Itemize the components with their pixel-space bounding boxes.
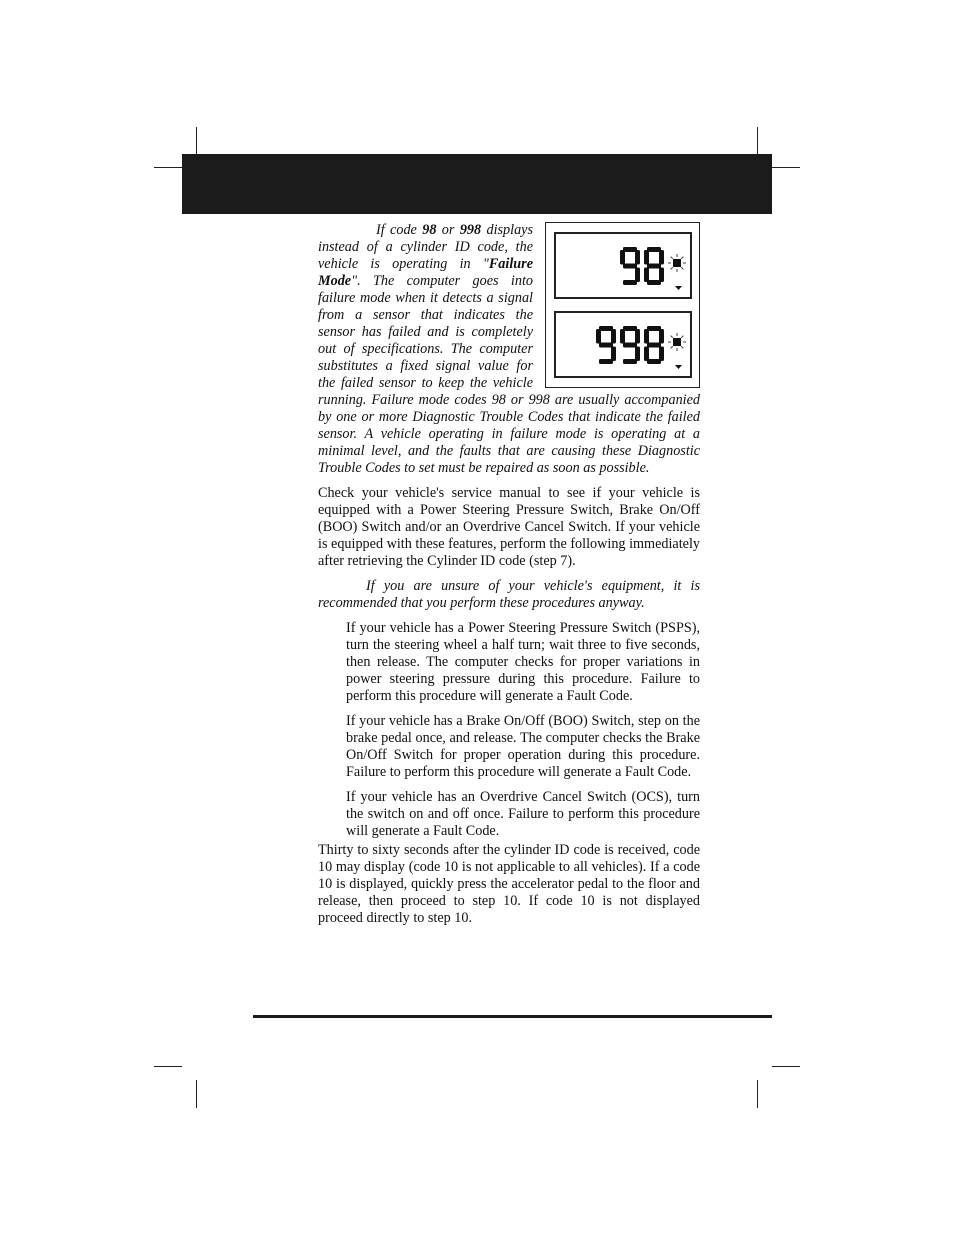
lcd-segment-a: [647, 247, 661, 252]
indicator-ray: [671, 257, 673, 259]
indicator-ray: [671, 346, 673, 348]
down-arrow-icon: [675, 286, 682, 290]
crop-mark-top-left-vertical: [196, 127, 197, 155]
lcd-segment-g: [623, 264, 637, 269]
step-ocs: If your vehicle has an Overdrive Cancel Switch (OCS), turn the switch on and off once. Failure to perform this procedure will generate a Fault Code.: [346, 789, 700, 839]
lcd-segment-c: [611, 347, 616, 362]
lcd-segment-d: [647, 280, 661, 285]
lcd-segment-e: [644, 347, 649, 362]
indicator-ray: [671, 336, 673, 338]
lcd-display-98: [554, 232, 692, 299]
lcd-segment-f: [596, 329, 601, 344]
crop-mark-bottom-left-vertical: [196, 1080, 197, 1108]
intro-text-2: or: [436, 222, 460, 238]
lcd-segment-g: [599, 343, 613, 348]
lcd-segment-g: [623, 343, 637, 348]
lcd-segment-b: [611, 329, 616, 344]
crop-mark-top-right-horizontal: [772, 167, 800, 168]
display-illustration: [545, 222, 700, 388]
lcd-segment-d: [599, 359, 613, 364]
lcd-segment-a: [623, 247, 637, 252]
failure-mode-intro: [318, 222, 700, 477]
crop-mark-bottom-right-horizontal: [772, 1066, 800, 1067]
lcd-segment-f: [620, 329, 625, 344]
lcd-segment-g: [647, 264, 661, 269]
page-content: [318, 222, 700, 935]
lcd-segment-a: [623, 326, 637, 331]
indicator-ray: [671, 267, 673, 269]
lcd-segment-b: [635, 329, 640, 344]
lcd-segment-d: [623, 280, 637, 285]
lcd-segment-c: [659, 268, 664, 283]
code-998: 998: [459, 222, 482, 238]
lcd-segment-f: [620, 250, 625, 265]
crop-mark-bottom-left-horizontal: [154, 1066, 182, 1067]
lcd-segment-f: [644, 250, 649, 265]
lcd-segment-d: [623, 359, 637, 364]
indicator-ray: [681, 346, 683, 348]
intro-text-1: If code: [376, 222, 423, 238]
crop-mark-top-right-vertical: [757, 127, 758, 155]
lcd-segment-a: [647, 326, 661, 331]
code-10-paragraph: Thirty to sixty seconds after the cylinder ID code is received, code 10 may display (code 10 is not applicable to all vehicles). If a code 10 is displayed, quickly press the accelerator pedal to the floor and release, then proceed to step 10. If code 10 is not displayed proceed directly to step 10.: [318, 842, 700, 926]
indicator-ray: [681, 267, 683, 269]
lcd-segment-g: [647, 343, 661, 348]
lcd-segment-c: [659, 347, 664, 362]
crop-mark-bottom-right-vertical: [757, 1080, 758, 1108]
footer-rule: [253, 1015, 772, 1018]
lcd-segment-c: [635, 347, 640, 362]
lcd-segment-a: [599, 326, 613, 331]
code-98: 98: [422, 222, 437, 238]
lcd-segment-c: [635, 268, 640, 283]
indicator-square: [673, 259, 681, 267]
indicator-ray: [681, 336, 683, 338]
lcd-display-998: [554, 311, 692, 378]
lcd-segment-d: [647, 359, 661, 364]
equipment-note: If you are unsure of your vehicle's equipment, it is recommended that you perform these procedures anyway.: [318, 578, 700, 611]
indicator-square: [673, 338, 681, 346]
lcd-segment-e: [644, 268, 649, 283]
check-manual-paragraph: Check your vehicle's service manual to see if your vehicle is equipped with a Power Steering Pressure Switch, Brake On/Off (BOO) Switch and/or an Overdrive Cancel Switch. If your vehicle is equipped with these features, perform the following immediately after retrieving the Cylinder ID code (step 7).: [318, 485, 700, 569]
header-bar: [182, 154, 772, 214]
down-arrow-icon: [675, 365, 682, 369]
step-boo: If your vehicle has a Brake On/Off (BOO) Switch, step on the brake pedal once, and release. The computer checks the Brake On/Off Switch for proper operation during this procedure. Failure to perform this procedure will generate a Fault Code.: [346, 713, 700, 780]
crop-mark-top-left-horizontal: [154, 167, 182, 168]
intro-text-4: ". The computer goes into failure mode when it detects a signal from a sensor that indicates the sensor has failed and is completely out of specifications. The computer substitutes a fixed signal value for the failed sensor to keep the vehicle running. Failure mode codes 98 or 998 are usually accompanied by one or more Diagnostic Trouble Codes that indicate the failed sensor. A vehicle operating in failure mode is operating at a minimal level, and the faults that are causing these Diagnostic Trouble Codes to set must be repaired as soon as possible.: [318, 273, 700, 476]
lcd-segment-b: [635, 250, 640, 265]
step-psps: If your vehicle has a Power Steering Pressure Switch (PSPS), turn the steering wheel a half turn; wait three to five seconds, then release. The computer checks for proper variations in power steering pressure during this procedure. Failure to perform this procedure will generate a Fault Code.: [346, 620, 700, 704]
lcd-segment-b: [659, 250, 664, 265]
failure-mode-term: Failure Mode: [318, 256, 533, 289]
lcd-segment-f: [644, 329, 649, 344]
lcd-segment-b: [659, 329, 664, 344]
indicator-ray: [681, 257, 683, 259]
intro-text-3: displays instead of a cylinder ID code, the vehicle is operating in ": [318, 222, 533, 272]
